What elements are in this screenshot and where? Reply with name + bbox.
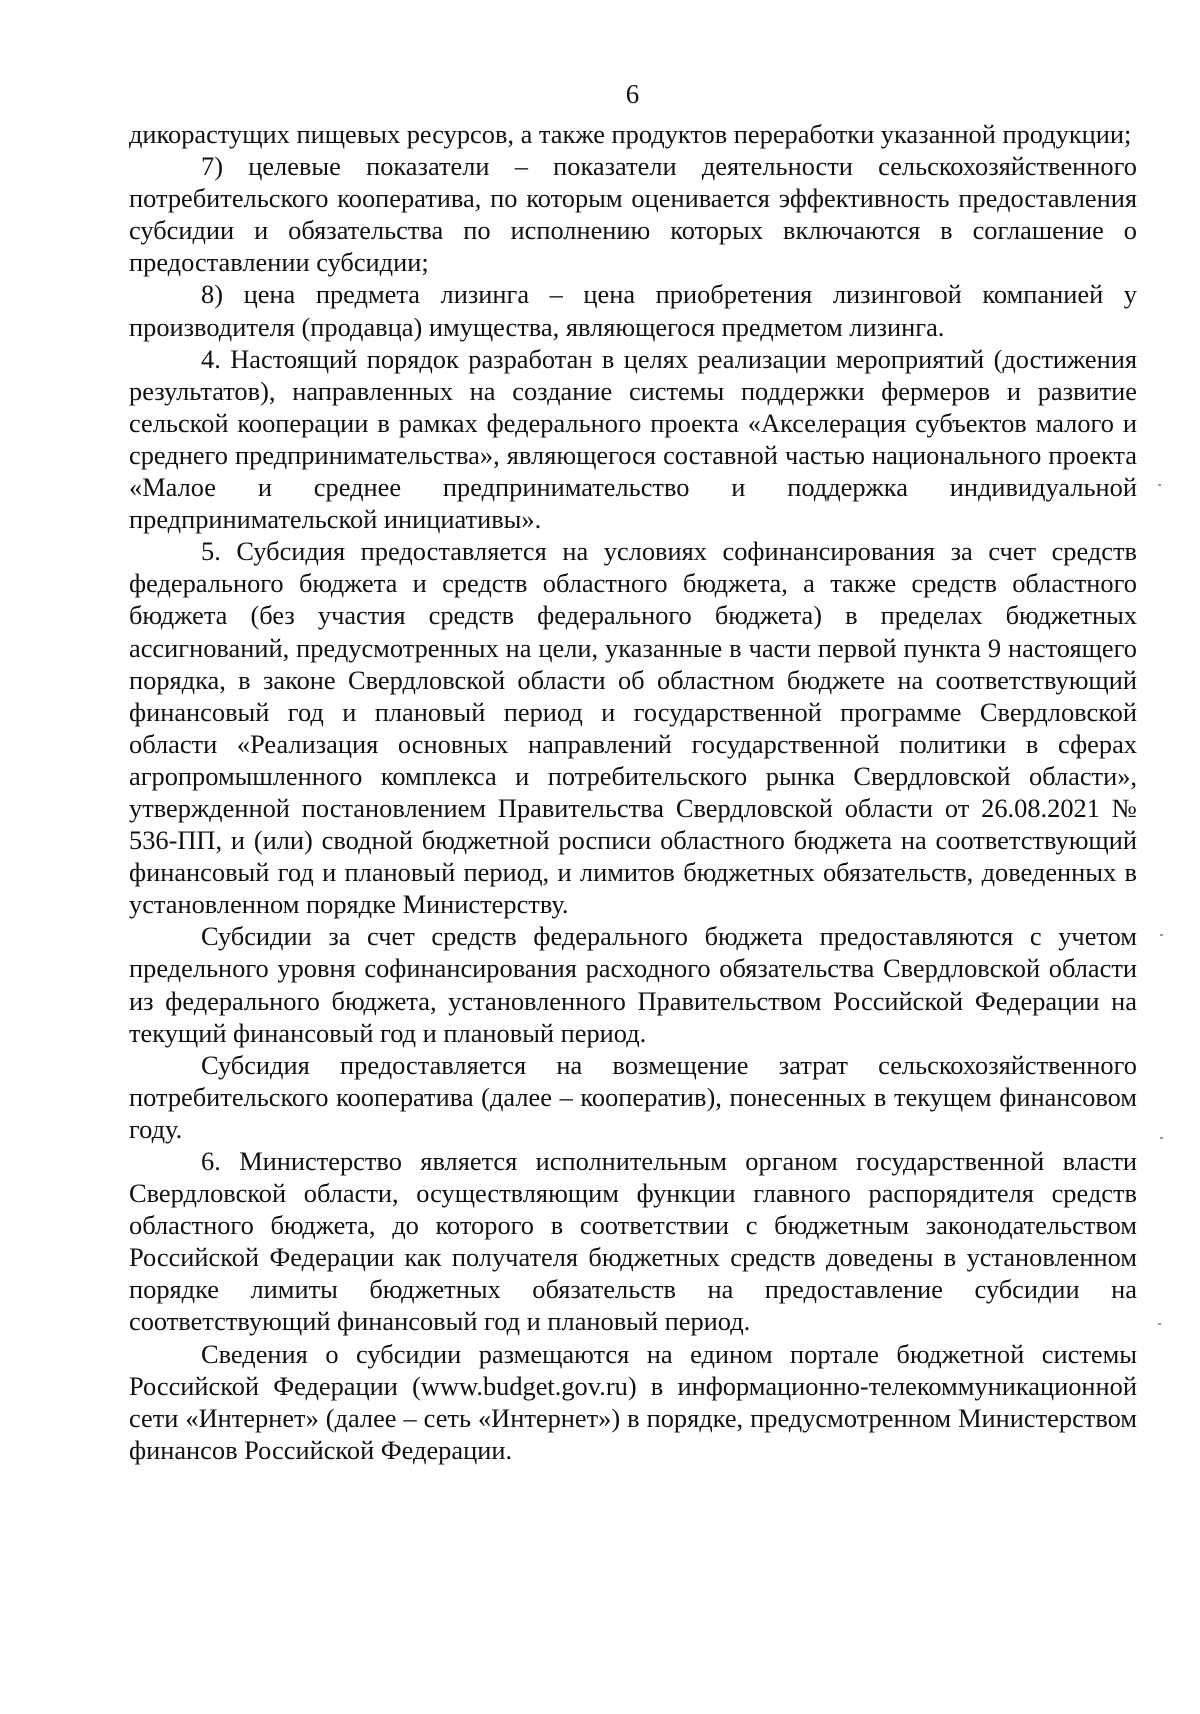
paragraph-continuation: дикорастущих пищевых ресурсов, а также продуктов переработки указанной продукции; <box>129 119 1132 149</box>
scan-artifact <box>1158 1323 1161 1325</box>
paragraph-portal-info: Сведения о субсидии размещаются на едином портале бюджетной системы Российской Федерации (www.budget.gov.ru) в информационно-телекоммуникационной сети «Интернет» (далее – сеть «Интернет») в порядке, предусмотренном Министерством финансов Российской Федерации. <box>129 1338 1137 1465</box>
scan-artifact <box>1160 1137 1163 1139</box>
paragraph-section-6: 6. Министерство является исполнительным органом государственной власти Свердловской области, осуществляющим функции главного распорядителя средств областного бюджета, до которого в соответствии с бюджетным законодательством Российской Федерации как получателя бюджетных средств доведены в установленном порядке лимиты бюджетных обязательств на предоставление субсидии на соответствующий финансовый год и плановый период. <box>129 1146 1137 1337</box>
paragraph-section-4: 4. Настоящий порядок разработан в целях реализации мероприятий (достижения результатов), направленных на создание системы поддержки фермеров и развитие сельской кооперации в рамках федерального проекта «Акселерация субъектов малого и среднего предпринимательства», являющегося составной частью национального проекта «Малое и среднее предпринимательство и поддержка индивидуальной предпринимательской инициативы». <box>129 343 1137 535</box>
paragraph-item-7: 7) целевые показатели – показатели деятельности сельскохозяйственного потребительского кооператива, по которым оценивается эффективность предоставления субсидии и обязательства по исполнению которых включаются в соглашение о предоставлении субсидии; <box>129 151 1137 278</box>
paragraph-cost-reimbursement: Субсидия предоставляется на возмещение затрат сельскохозяйственного потребительского кооператива (далее – кооператив), понесенных в текущем финансовом году. <box>129 1049 1137 1144</box>
paragraph-section-5: 5. Субсидия предоставляется на условиях софинансирования за счет средств федерального бюджета и средств областного бюджета, а также средств областного бюджета (без участия средств федерального бюджета) в пределах бюджетных ассигнований, предусмотренных на цели, указанные в части первой пункта 9 настоящего порядка, в законе Свердловской области об областном бюджете на соответствующий финансовый год и плановый период и государственной программе Свердловской области «Реализация основных направлений государственной политики в сферах агропромышленного комплекса и потребительского рынка Свердловской области», утвержденной постановлением Правительства Свердловской области от 26.08.2021 № 536-ПП, и (или) сводной бюджетной росписи областного бюджета на соответствующий финансовый год и плановый период, и лимитов бюджетных обязательств, доведенных в установленном порядке Министерству. <box>129 536 1137 920</box>
paragraph-federal-subsidies: Субсидии за счет средств федерального бюджета предоставляются с учетом предельного уровня софинансирования расходного обязательства Свердловской области из федерального бюджета, установленного Правительством Российской Федерации на текущий финансовый год и плановый период. <box>129 921 1137 1048</box>
paragraph-item-8: 8) цена предмета лизинга – цена приобретения лизинговой компанией у производителя (продавца) имущества, являющегося предметом лизинга. <box>129 279 1137 342</box>
scan-artifact <box>1160 934 1163 936</box>
document-body <box>129 118 1137 1466</box>
page-number: 6 <box>625 79 640 109</box>
scan-artifact <box>1158 484 1161 486</box>
